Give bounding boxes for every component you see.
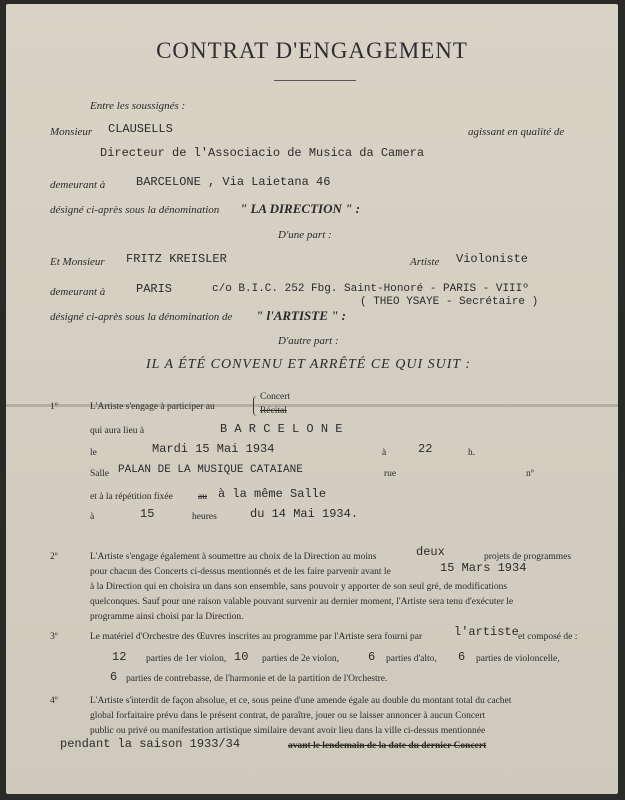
direction-part: D'une part : — [278, 229, 332, 241]
artist-address-label: demeurant à — [50, 286, 106, 298]
concert-date: Mardi 15 Mai 1934 — [152, 442, 275, 456]
bass-count: 6 — [110, 670, 118, 684]
artist-secretary: ( THEO YSAYE - Secrétaire ) — [360, 296, 539, 308]
rehearsal-time-label: à — [90, 512, 95, 522]
article2-line4: quelconques. Sauf pour une raison valable pouvant survenir au dernier moment, l'Artiste sera tenu d'exécuter le — [90, 597, 514, 607]
date-label: le — [90, 448, 97, 458]
rehearsal-hours: heures — [192, 512, 217, 522]
agreement-heading: IL A ÉTÉ CONVENU ET ARRÊTÉ CE QUI SUIT : — [146, 357, 472, 372]
direction-address: BARCELONE , Via Laietana 46 — [136, 175, 331, 189]
article2-line3: à la Direction qui en choisira un dans son ensemble, sans pouvoir y apporter de son seul gré, de modifications — [90, 582, 508, 592]
hall-label: Salle — [90, 469, 109, 479]
artist-prefix: Et Monsieur — [50, 256, 105, 268]
article4-line2: global forfaitaire prévu dans le présent contrat, de paraître, jouer ou se laisser annoncer à aucun Concert — [90, 711, 486, 721]
bass-label: parties de contrebasse, de l'harmonie et de la partition de l'Orchestre. — [126, 674, 388, 684]
season: pendant la saison 1933/34 — [60, 737, 241, 751]
second-violin-count: 10 — [234, 650, 249, 664]
time-unit: h. — [468, 448, 476, 458]
direction-name: CLAUSELLS — [108, 122, 173, 136]
time-prefix: à — [382, 448, 387, 458]
material-supplier: l'artiste — [454, 625, 519, 639]
cello-count: 6 — [458, 650, 466, 664]
article2-line2: pour chacun des Concerts ci-dessus mentionnés et de les faire parvenir avant le — [90, 567, 391, 577]
artist-part: D'autre part : — [278, 335, 339, 347]
article4-line1: L'Artiste s'interdit de façon absolue, et ce, sous peine d'une amende égale au double du montant total du cachet — [90, 696, 512, 706]
number-label: nº — [526, 469, 534, 479]
artist-name: FRITZ KREISLER — [126, 252, 227, 266]
article2-num: 2º — [50, 552, 58, 562]
article1-num: 1º — [50, 402, 58, 412]
program-count: deux — [416, 545, 445, 559]
alto-label: parties d'alto, — [386, 654, 437, 664]
artist-designation: désigné ci-après sous la dénomination de — [50, 311, 233, 323]
rehearsal-struck: au — [198, 492, 207, 502]
direction-prefix: Monsieur — [50, 126, 93, 138]
artist-role: Violoniste — [456, 252, 529, 266]
article2-line1: L'Artiste s'engage également à soumettre au choix de la Direction au moins — [90, 552, 377, 562]
artist-address: c/o B.I.C. 252 Fbg. Saint-Honoré - PARIS - VIIIº — [212, 283, 529, 295]
first-violin-label: parties de 1er violon, — [146, 654, 227, 664]
artist-city: PARIS — [136, 282, 173, 296]
direction-designation-name: " LA DIRECTION " : — [240, 201, 360, 216]
concert-hall: PALAN DE LA MUSIQUE CATAIANE — [118, 464, 303, 476]
contract-page — [6, 4, 618, 794]
direction-address-label: demeurant à — [50, 179, 106, 191]
street-label: rue — [384, 469, 397, 479]
second-violin-label: parties de 2e violon, — [262, 654, 340, 664]
article2-line5: programme ainsi choisi par la Direction. — [90, 612, 244, 622]
option-concert: Concert — [260, 392, 291, 402]
option-bracket — [253, 396, 260, 416]
first-violin-count: 12 — [112, 650, 127, 664]
rehearsal-date: du 14 Mai 1934. — [250, 507, 359, 521]
rehearsal-place: à la même Salle — [218, 487, 327, 501]
article3-line1-end: et composé de : — [518, 632, 578, 642]
article4-struck: avant le lendemain de la date du dernier Concert — [288, 741, 487, 751]
contract-title: CONTRAT D'ENGAGEMENT — [156, 38, 468, 63]
article2-line1-end: projets de programmes — [484, 552, 572, 562]
direction-capacity-label: agissant en qualité de — [468, 126, 565, 138]
article4-num: 4º — [50, 696, 58, 706]
rehearsal-label: et à la répétition fixée — [90, 492, 173, 502]
direction-capacity: Directeur de l'Associacio de Musica da Camera — [100, 146, 425, 160]
article1-text: L'Artiste s'engage à participer au — [90, 402, 215, 412]
program-deadline: 15 Mars 1934 — [440, 561, 527, 575]
concert-time: 22 — [418, 442, 433, 456]
concert-place: B A R C E L O N E — [220, 422, 343, 436]
rehearsal-time: 15 — [140, 507, 155, 521]
title-underline — [274, 80, 356, 81]
intro-text: Entre les soussignés : — [90, 100, 186, 112]
alto-count: 6 — [368, 650, 376, 664]
article3-line1: Le matériel d'Orchestre des Œuvres inscrites au programme par l'Artiste sera fourni par — [90, 632, 423, 642]
cello-label: parties de violoncelle, — [476, 654, 560, 664]
artist-role-label: Artiste — [410, 256, 440, 268]
option-recital: Récital — [260, 406, 287, 416]
place-label: qui aura lieu à — [90, 426, 145, 436]
article4-line3: public ou privé ou manifestation artistique similaire devant avoir lieu dans la ville ci-dessus mentionnée — [90, 726, 486, 736]
article3-num: 3º — [50, 632, 58, 642]
direction-designation: désigné ci-après sous la dénomination — [50, 204, 220, 216]
artist-designation-name: " l'ARTISTE " : — [256, 308, 346, 323]
